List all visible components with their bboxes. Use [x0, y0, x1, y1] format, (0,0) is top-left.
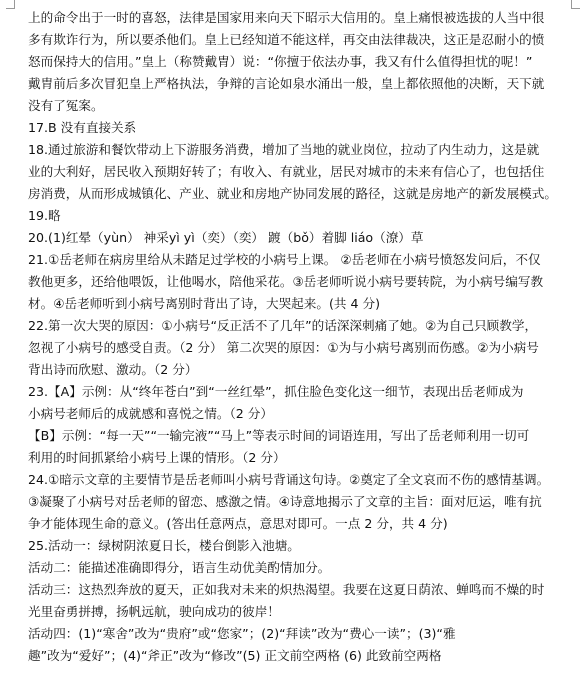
text-line: 背出诗而欣慰、激动。（2 分） [28, 362, 198, 377]
answer-17: 17.B 没有直接关系 [28, 120, 137, 135]
text-line: 活动三：这热烈奔放的夏天，正如我对未来的炽热渴望。我要在这夏日荫浓、蝉鸣而不燥的时 [28, 582, 545, 597]
text-line: 小病号老师后的成就感和喜悦之情。（2 分） [28, 406, 273, 421]
text-line: 材。④岳老师听到小病号离别时背出了诗，大哭起来。(共 4 分) [28, 296, 380, 311]
answer-23: 23.【A】示例：从“终年苍白”到“一丝红晕”，抓住脸色变化这一细节，表现出岳老师成为 [28, 384, 524, 399]
answer-24: 24.①暗示文章的主要情节是岳老师叫小病号背诵这句诗。②奠定了全文哀而不伤的感情基调。 [28, 472, 550, 487]
text-line: 争才能体现生命的意义。(答出任意两点，意思对即可。一点 2 分，共 4 分) [28, 516, 448, 531]
text-line: 上的命令出于一时的喜怒，法律是国家用来向天下昭示大信用的。皇上痛恨被选拔的人当中很 [28, 10, 545, 25]
answer-19: 19.略 [28, 208, 61, 223]
text-line: 活动二：能描述准确即得分，语言生动优美酌情加分。 [28, 560, 331, 575]
text-line: 光里奋勇拼搏，扬帆远航，驶向成功的彼岸！ [28, 604, 280, 619]
answer-21: 21.①岳老师在病房里给从未踏足过学校的小病号上课。 ②岳老师在小病号愤怒发问后，不仅 [28, 252, 541, 267]
text-line: 忽视了小病号的感受自责。（2 分） 第二次哭的原因：①为与小病号离别而伤感。②为小病号 [28, 340, 539, 355]
answer-22: 22.第一次大哭的原因：①小病号“反正活不了几年”的话深深刺痛了她。②为自己只顾教学， [28, 318, 538, 333]
answer-25: 25.活动一：绿树阴浓夏日长，楼台倒影入池塘。 [28, 538, 300, 553]
text-line: 教他更多，还给他喂饭，让他喝水，陪他采花。③岳老师听说小病号要转院，为小病号编写教 [28, 274, 544, 289]
text-line: 没有了冤案。 [28, 98, 104, 113]
text-line: 多有欺诈行为，所以要杀他们。皇上已经知道不能这样，再交由法律裁决，这正是忍耐小的愤 [28, 32, 545, 47]
margin-corner-mark-left [6, 0, 15, 9]
text-line: 怒而保持大的信用。”皇上（称赞戴胄）说：“你擅于依法办事，我又有什么值得担忧的呢！” [28, 54, 533, 69]
text-line: 房消费，从而形成城镇化、产业、就业和房地产协同发展的路径，这就是房地产的新发展模式。 [28, 186, 557, 201]
answer-20: 20.(1)红晕（yùn） 神采yì yì（奕）（奕） 踱（bǒ）着脚 liáo（潦）草 [28, 230, 424, 245]
text-line: 【B】示例：“每一天”“一输完液”“马上”等表示时间的词语连用，写出了岳老师利用一切可 [28, 428, 530, 443]
margin-corner-mark-right [571, 0, 580, 9]
answer-18: 18.通过旅游和餐饮带动上下游服务消费，增加了当地的就业岗位，拉动了内生动力，这是就 [28, 142, 540, 157]
text-line: 利用的时间抓紧给小病号上课的情形。（2 分） [28, 450, 286, 465]
text-line: 趣”改为“爱好”；(4)“斧正”改为“修改”(5) 正文前空两格 (6) 此致前空两格 [28, 648, 442, 663]
text-line: ③凝聚了小病号对岳老师的留恋、感激之情。④诗意地揭示了文章的主旨：面对厄运，唯有抗 [28, 494, 542, 509]
text-line: 活动四：(1)“寒舍”改为“贵府”或“您家”；(2)“拜读”改为“费心一读”；(3)“雅 [28, 626, 456, 641]
text-line: 业的大利好，居民收入预期好转了；有收入、有就业，居民对城市的未来有信心了，也包括住 [28, 164, 545, 179]
text-line: 戴胄前后多次冒犯皇上严格执法，争辩的言论如泉水涌出一般，皇上都依照他的决断，天下就 [28, 76, 545, 91]
